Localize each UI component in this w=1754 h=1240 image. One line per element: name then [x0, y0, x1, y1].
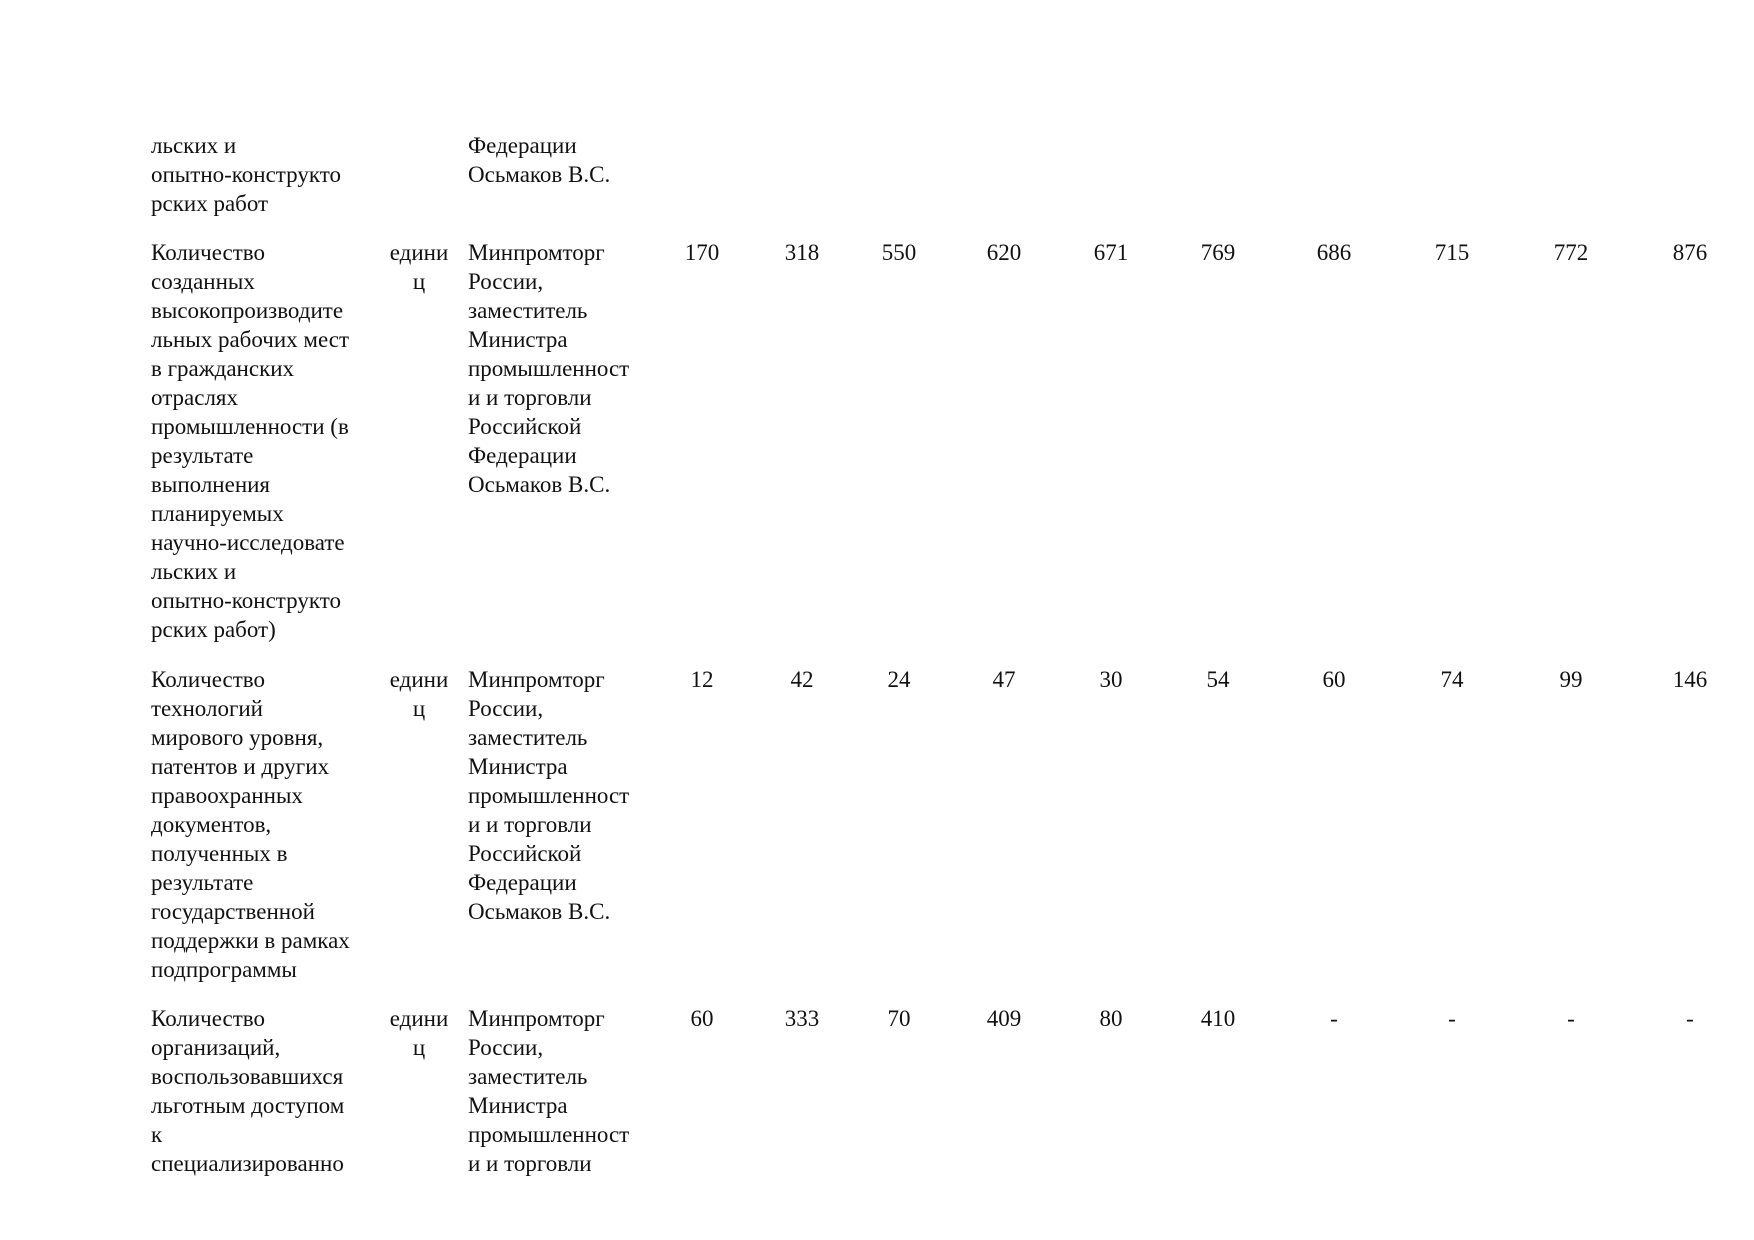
value-cell: 60 — [690, 1006, 714, 1031]
value-cell: 80 — [1099, 1006, 1123, 1031]
value-cell: 769 — [1200, 240, 1236, 265]
value-cell: 146 — [1672, 667, 1708, 692]
value-cell: 410 — [1200, 1006, 1236, 1031]
value-cell: 686 — [1316, 240, 1352, 265]
value-cell: 170 — [684, 240, 720, 265]
value-cell: 550 — [881, 240, 917, 265]
indicator-name: Количество созданных высокопроизводите льных рабочих мест в гражданских отраслях промышленности (в результате выполнения планируемых научно-исследовате льских и опытно-конструкто рских работ) — [151, 240, 350, 642]
value-cell: 333 — [784, 1006, 820, 1031]
value-cell: 318 — [784, 240, 820, 265]
value-cell: 60 — [1322, 667, 1346, 692]
indicator-name: льских и опытно-конструкто рских работ — [151, 133, 341, 216]
indicator-name: Количество организаций, воспользовавшихся льготным доступом к специализированно — [151, 1006, 345, 1176]
unit-of-measure: едини ц — [389, 667, 449, 721]
responsible-executor: Минпромторг России, заместитель Министра промышленност и и торговли Российской Федерации Осьмаков В.С. — [468, 667, 630, 924]
responsible-executor: Минпромторг России, заместитель Министра промышленност и и торговли — [468, 1006, 630, 1176]
value-cell: - — [1330, 1006, 1338, 1031]
value-cell: 70 — [887, 1006, 911, 1031]
value-cell: 42 — [790, 667, 814, 692]
value-cell: 620 — [986, 240, 1022, 265]
indicator-name: Количество технологий мирового уровня, патентов и других правоохранных документов, полученных в результате государственной поддержки в рамках подпрограммы — [151, 667, 350, 982]
value-cell: 12 — [690, 667, 714, 692]
value-cell: - — [1567, 1006, 1575, 1031]
value-cell: 409 — [986, 1006, 1022, 1031]
unit-of-measure: едини ц — [389, 1006, 449, 1060]
unit-of-measure: едини ц — [389, 240, 449, 294]
value-cell: 74 — [1440, 667, 1464, 692]
value-cell: 772 — [1553, 240, 1589, 265]
responsible-executor: Федерации Осьмаков В.С. — [468, 133, 611, 187]
value-cell: 24 — [887, 667, 911, 692]
value-cell: 671 — [1093, 240, 1129, 265]
value-cell: 30 — [1099, 667, 1123, 692]
value-cell: 99 — [1559, 667, 1583, 692]
value-cell: - — [1686, 1006, 1694, 1031]
value-cell: 47 — [992, 667, 1016, 692]
value-cell: 54 — [1206, 667, 1230, 692]
responsible-executor: Минпромторг России, заместитель Министра промышленност и и торговли Российской Федерации Осьмаков В.С. — [468, 240, 630, 497]
value-cell: 876 — [1672, 240, 1708, 265]
value-cell: 715 — [1434, 240, 1470, 265]
value-cell: - — [1448, 1006, 1456, 1031]
